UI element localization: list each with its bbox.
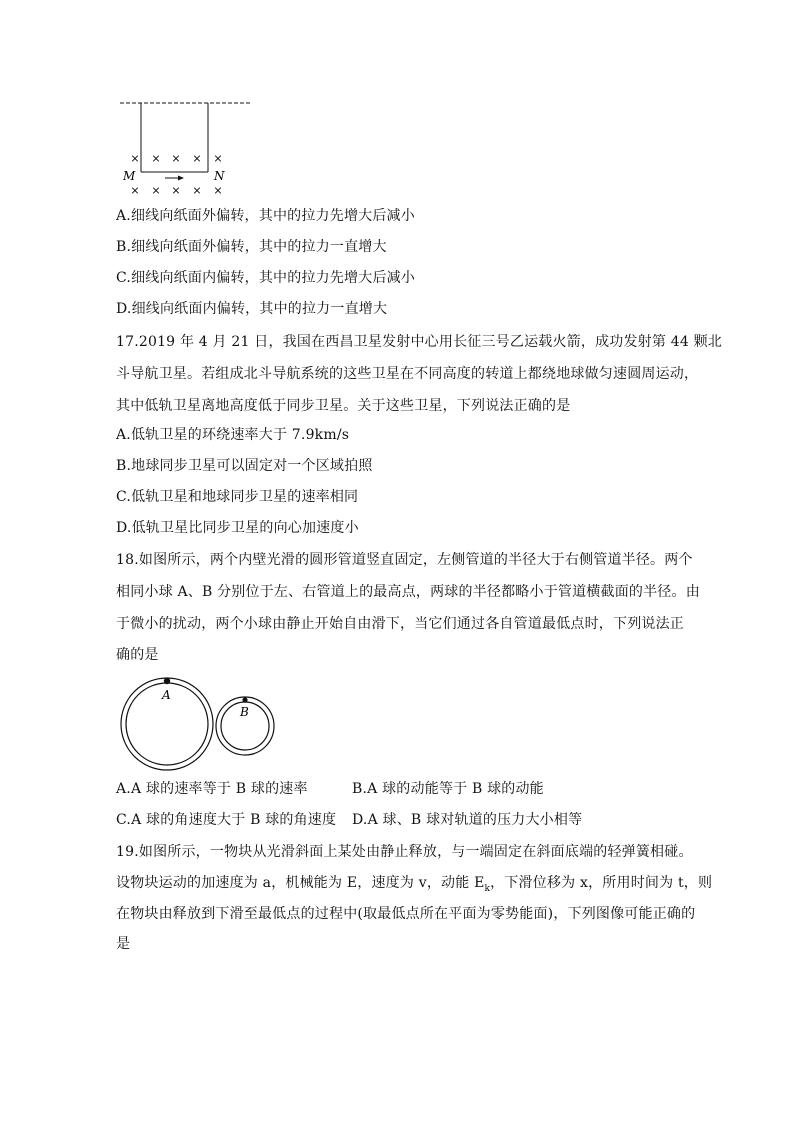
q18-option-d: D.A 球、B 球对轨道的压力大小相等 bbox=[352, 812, 583, 828]
q17-stem-line-2: 斗导航卫星。若组成北斗导航系统的这些卫星在不同高度的转道上都绕地球做匀速圆周运动， bbox=[116, 366, 699, 382]
field-cross: × bbox=[151, 184, 161, 197]
ball-a bbox=[164, 678, 170, 684]
current-arrowhead bbox=[178, 176, 184, 181]
q16-magnetic-field-figure bbox=[110, 96, 260, 200]
q19-line2-tail: ，下滑位移为 x，所用时间为 t，则 bbox=[490, 875, 713, 891]
q18-stem-line-2: 相同小球 A、B 分别位于左、右管道上的最高点，两球的半径都略小于管道横截面的半径。由 bbox=[116, 584, 700, 600]
q18-option-c: C.A 球的角速度大于 B 球的角速度 bbox=[116, 812, 337, 828]
q17-option-d: D.低轨卫星比同步卫星的向心加速度小 bbox=[116, 520, 359, 536]
field-cross: × bbox=[130, 152, 140, 165]
field-cross: × bbox=[171, 184, 181, 197]
q17-stem-line-3: 其中低轨卫星离地高度低于同步卫星。关于这些卫星，下列说法正确的是 bbox=[116, 398, 571, 414]
label-n: N bbox=[214, 169, 225, 183]
q18-circular-tubes-figure bbox=[118, 674, 284, 774]
q18-stem-line-1: 18.如图所示，两个内壁光滑的圆形管道竖直固定，左侧管道的半径大于右侧管道半径。两个 bbox=[116, 552, 693, 568]
q19-stem-line-3: 在物块由释放到下滑至最低点的过程中(取最低点所在平面为零势能面)，下列图像可能正确的 bbox=[116, 906, 696, 922]
label-m: M bbox=[123, 169, 136, 183]
q16-option-c: C.细线向纸面内偏转，其中的拉力先增大后减小 bbox=[116, 270, 416, 286]
q16-option-d: D.细线向纸面内偏转，其中的拉力一直增大 bbox=[116, 301, 388, 317]
field-cross: × bbox=[171, 152, 181, 165]
q19-stem-line-2 bbox=[116, 873, 712, 899]
q18-option-b: B.A 球的动能等于 B 球的动能 bbox=[352, 781, 544, 797]
q17-option-c: C.低轨卫星和地球同步卫星的速率相同 bbox=[116, 489, 359, 505]
field-cross: × bbox=[192, 184, 202, 197]
q19-line2-text: 设物块运动的加速度为 a，机械能为 E，速度为 v，动能 E bbox=[116, 875, 485, 891]
q17-option-a: A.低轨卫星的环绕速率大于 7.9km/s bbox=[116, 427, 350, 443]
q17-option-b: B.地球同步卫星可以固定对一个区域拍照 bbox=[116, 458, 373, 474]
q16-option-a: A.细线向纸面外偏转，其中的拉力先增大后减小 bbox=[116, 208, 415, 224]
q18-option-a: A.A 球的速率等于 B 球的速率 bbox=[116, 781, 308, 797]
field-cross: × bbox=[151, 152, 161, 165]
field-cross: × bbox=[213, 184, 223, 197]
q19-stem-line-1: 19.如图所示，一物块从光滑斜面上某处由静止释放，与一端固定在斜面底端的轻弹簧相碰。 bbox=[116, 844, 693, 860]
q17-stem-line-1: 17.2019 年 4 月 21 日，我国在西昌卫星发射中心用长征三号乙运载火箭，成功发射第 44 颗北 bbox=[116, 334, 722, 350]
q18-stem-line-4: 确的是 bbox=[116, 647, 159, 663]
label-ball-b: B bbox=[240, 705, 249, 719]
q18-stem-line-3: 于微小的扰动，两个小球由静止开始自由滑下，当它们通过各自管道最低点时，下列说法正 bbox=[116, 616, 684, 632]
label-ball-a: A bbox=[162, 688, 171, 702]
field-cross: × bbox=[213, 152, 223, 165]
field-cross: × bbox=[192, 152, 202, 165]
q19-stem-line-4: 是 bbox=[116, 936, 131, 952]
q19-line2-subscript: k bbox=[484, 883, 491, 894]
field-cross: × bbox=[130, 184, 140, 197]
q16-option-b: B.细线向纸面外偏转，其中的拉力一直增大 bbox=[116, 239, 387, 255]
ball-b bbox=[242, 697, 247, 702]
